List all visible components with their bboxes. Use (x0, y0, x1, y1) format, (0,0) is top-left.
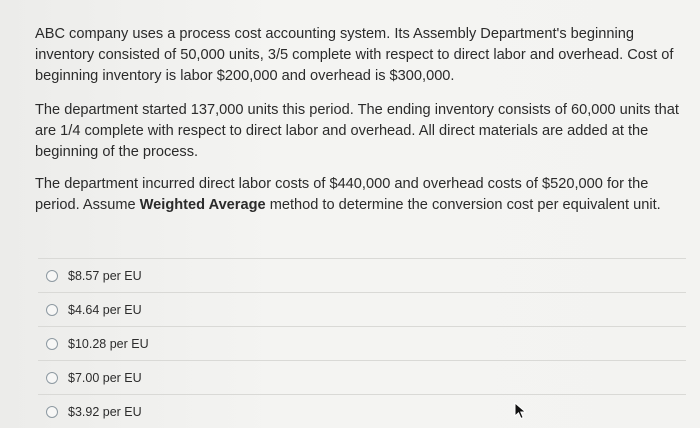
question-text (35, 24, 685, 229)
answer-option-label: $4.64 per EU (68, 302, 142, 317)
question-paragraph-3 (35, 174, 685, 216)
answer-option-3[interactable] (38, 326, 686, 360)
mouse-pointer-icon (514, 402, 528, 420)
radio-button-icon[interactable] (46, 406, 58, 418)
answer-option-label: $10.28 per EU (68, 336, 149, 351)
answer-option-4[interactable] (38, 360, 686, 394)
radio-button-icon[interactable] (46, 372, 58, 384)
answer-options (38, 252, 686, 428)
question-emphasis: Weighted Average (139, 197, 266, 213)
answer-option-label: $7.00 per EU (68, 370, 142, 385)
question-paragraph-2: The department started 137,000 units this period. The ending inventory consists of 60,000 units that are 1/4 complete with respect to direct labor and overhead. All direct materials are added at the beginning of the process. (35, 102, 679, 160)
question-paragraph-1: ABC company uses a process cost accounting system. Its Assembly Department's beginning inventory consisted of 50,000 units, 3/5 complete with respect to direct labor and overhead. Cost of beginning inventory is labor $200,000 and overhead is $300,000. (35, 26, 674, 84)
answer-option-2[interactable] (38, 292, 686, 326)
radio-button-icon[interactable] (46, 270, 58, 282)
answer-option-label: $3.92 per EU (68, 404, 142, 419)
radio-button-icon[interactable] (46, 304, 58, 316)
question-paragraph-3-end: method to determine the conversion cost per equivalent unit. (265, 197, 661, 213)
radio-button-icon[interactable] (46, 338, 58, 350)
answer-option-label: $8.57 per EU (68, 268, 142, 283)
answer-option-1[interactable] (38, 258, 686, 292)
answer-option-5[interactable] (38, 394, 686, 428)
question-paragraph-3-start: The department incurred direct labor costs of $440,000 and overhead costs of $520,000 for the period. Assume (35, 176, 649, 213)
